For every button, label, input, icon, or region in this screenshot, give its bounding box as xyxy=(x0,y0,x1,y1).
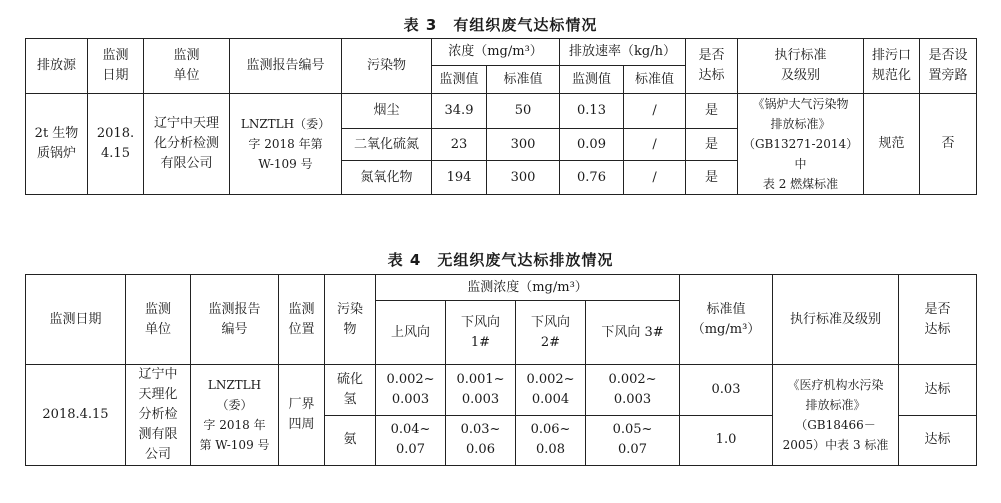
conc-cell: 23 xyxy=(432,128,487,160)
downwind-1-cell: 0.03~ 0.06 xyxy=(446,415,516,466)
table4 xyxy=(25,274,977,466)
bypass-cell: 否 xyxy=(920,94,977,195)
header-standard: 执行标准及级别 xyxy=(773,275,899,365)
compliant-cell: 达标 xyxy=(899,415,977,466)
header-outlet: 排污口 规范化 xyxy=(864,39,920,94)
conc-cell: 34.9 xyxy=(432,94,487,129)
table3-title: 表 3 有组织废气达标情况 xyxy=(403,16,598,34)
pollutant-cell: 硫化 氢 xyxy=(325,365,376,416)
std-cell: 0.03 xyxy=(680,365,773,416)
header-conc-monitored: 监测值 xyxy=(432,66,487,94)
location-cell: 厂界 四周 xyxy=(279,365,325,466)
upwind-cell: 0.04~ 0.07 xyxy=(376,415,446,466)
outlet-cell: 规范 xyxy=(864,94,920,195)
unit-cell: 辽宁中天理 化分析检测 有限公司 xyxy=(144,94,230,195)
header-bypass: 是否设 置旁路 xyxy=(920,39,977,94)
header-pollutant: 污染物 xyxy=(342,39,432,94)
rate-cell: 0.76 xyxy=(560,161,624,195)
header-unit: 监测 单位 xyxy=(144,39,230,94)
header-standard: 执行标准 及级别 xyxy=(738,39,864,94)
upwind-cell: 0.002~ 0.003 xyxy=(376,365,446,416)
header-downwind-3: 下风向 3# xyxy=(586,301,680,365)
standard-cell: 《医疗机构水污染 排放标准》 （GB18466－ 2005）中表 3 标准 xyxy=(773,365,899,466)
rate-std-cell: / xyxy=(624,94,686,129)
downwind-2-cell: 0.002~ 0.004 xyxy=(516,365,586,416)
conc-std-cell: 300 xyxy=(487,161,560,195)
standard-cell: 《锅炉大气污染物 排放标准》 （GB13271-2014）中 表 2 燃煤标准 xyxy=(738,94,864,195)
downwind-3-cell: 0.002~ 0.003 xyxy=(586,365,680,416)
header-upwind: 上风向 xyxy=(376,301,446,365)
header-date: 监测日期 xyxy=(26,275,126,365)
downwind-3-cell: 0.05~ 0.07 xyxy=(586,415,680,466)
table-row xyxy=(26,94,977,129)
header-downwind-1: 下风向 1# xyxy=(446,301,516,365)
header-rate: 排放速率（kg/h） xyxy=(560,39,686,66)
source-cell: 2t 生物 质锅炉 xyxy=(26,94,88,195)
header-source: 排放源 xyxy=(26,39,88,94)
compliant-cell: 达标 xyxy=(899,365,977,416)
conc-std-cell: 50 xyxy=(487,94,560,129)
header-compliant: 是否 达标 xyxy=(899,275,977,365)
rate-cell: 0.13 xyxy=(560,94,624,129)
pollutant-cell: 氨 xyxy=(325,415,376,466)
downwind-2-cell: 0.06~ 0.08 xyxy=(516,415,586,466)
unit-cell: 辽宁中 天理化 分析检 测有限 公司 xyxy=(126,365,191,466)
header-rate-monitored: 监测值 xyxy=(560,66,624,94)
header-location: 监测 位置 xyxy=(279,275,325,365)
pollutant-cell: 二氧化硫氮 xyxy=(342,128,432,160)
table4-title: 表 4 无组织废气达标排放情况 xyxy=(387,251,614,269)
date-cell: 2018. 4.15 xyxy=(88,94,144,195)
report-no-cell: LNZTLH（委） 字 2018 年 第 W-109 号 xyxy=(191,365,279,466)
compliant-cell: 是 xyxy=(686,94,738,129)
pollutant-cell: 氮氧化物 xyxy=(342,161,432,195)
header-std: 标准值 （mg/m³） xyxy=(680,275,773,365)
rate-std-cell: / xyxy=(624,128,686,160)
rate-std-cell: / xyxy=(624,161,686,195)
header-downwind-2: 下风向 2# xyxy=(516,301,586,365)
header-rate-standard: 标准值 xyxy=(624,66,686,94)
conc-std-cell: 300 xyxy=(487,128,560,160)
compliant-cell: 是 xyxy=(686,128,738,160)
header-compliant: 是否 达标 xyxy=(686,39,738,94)
std-cell: 1.0 xyxy=(680,415,773,466)
header-conc-standard: 标准值 xyxy=(487,66,560,94)
header-pollutant: 污染 物 xyxy=(325,275,376,365)
header-report-no: 监测报告编号 xyxy=(230,39,342,94)
header-report-no: 监测报告 编号 xyxy=(191,275,279,365)
pollutant-cell: 烟尘 xyxy=(342,94,432,129)
header-concentration: 浓度（mg/m³） xyxy=(432,39,560,66)
downwind-1-cell: 0.001~ 0.003 xyxy=(446,365,516,416)
header-date: 监测 日期 xyxy=(88,39,144,94)
date-cell: 2018.4.15 xyxy=(26,365,126,466)
header-concentration: 监测浓度（mg/m³） xyxy=(376,275,680,301)
rate-cell: 0.09 xyxy=(560,128,624,160)
conc-cell: 194 xyxy=(432,161,487,195)
header-unit: 监测 单位 xyxy=(126,275,191,365)
compliant-cell: 是 xyxy=(686,161,738,195)
table3 xyxy=(25,38,977,195)
table-row xyxy=(26,365,977,416)
report-no-cell: LNZTLH（委） 字 2018 年第 W-109 号 xyxy=(230,94,342,195)
